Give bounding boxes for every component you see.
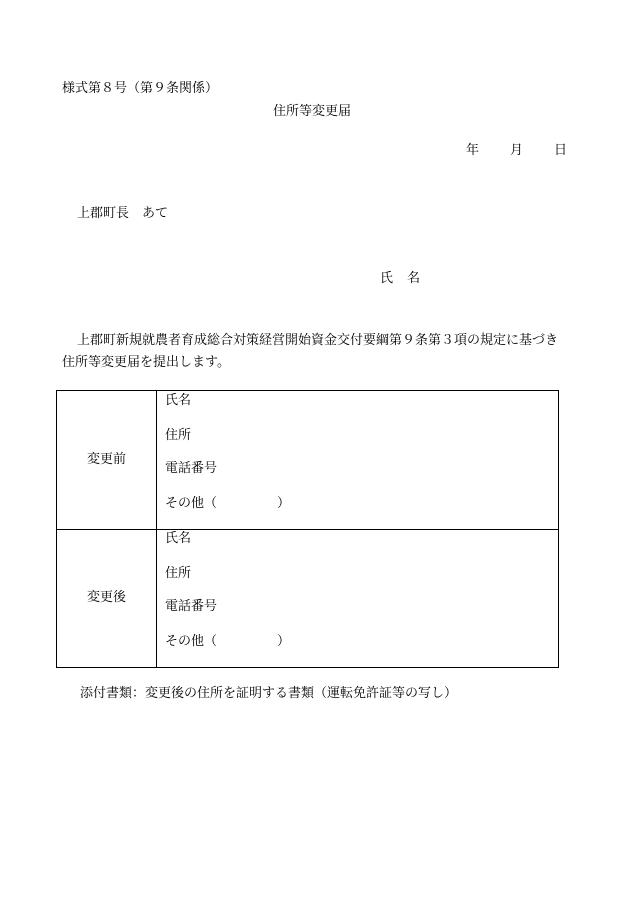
section-after-label: 変更後 xyxy=(57,529,157,667)
document-title: 住所等変更届 xyxy=(273,104,352,119)
form-number: 様式第８号（第９条関係） xyxy=(62,81,219,96)
after-address-label: 住所 xyxy=(165,566,192,581)
change-table xyxy=(56,390,559,668)
after-other-label xyxy=(165,633,290,651)
after-phone-label: 電話番号 xyxy=(165,599,218,614)
date-month-label: 月 xyxy=(510,143,524,158)
applicant-name-label xyxy=(380,270,420,288)
section-after xyxy=(57,529,558,667)
recipient: 上郡町長 あて xyxy=(77,206,169,221)
before-other-open: その他（ xyxy=(165,496,218,511)
date-year-label: 年 xyxy=(466,143,480,158)
before-phone-label: 電話番号 xyxy=(165,461,218,476)
before-name-label: 氏名 xyxy=(165,393,192,408)
after-name-label: 氏名 xyxy=(165,531,192,546)
before-other-label xyxy=(165,495,290,513)
after-other-open: その他（ xyxy=(165,634,218,649)
after-other-close: ） xyxy=(277,634,291,649)
applicant-name-label-part1: 氏 xyxy=(380,271,394,286)
before-address-label: 住所 xyxy=(165,428,192,443)
section-before-label: 変更前 xyxy=(57,391,157,529)
attachment-note: 添付書類：変更後の住所を証明する書類（運転免許証等の写し） xyxy=(80,686,458,701)
body-paragraph: 上郡町新規就農者育成総合対策経営開始資金交付要綱第９条第３項の規定に基づき住所等変更届を提出します。 xyxy=(62,333,559,370)
section-before xyxy=(57,391,558,530)
before-other-close: ） xyxy=(277,496,291,511)
applicant-name-label-part2: 名 xyxy=(407,271,421,286)
date-day-label: 日 xyxy=(554,143,568,158)
